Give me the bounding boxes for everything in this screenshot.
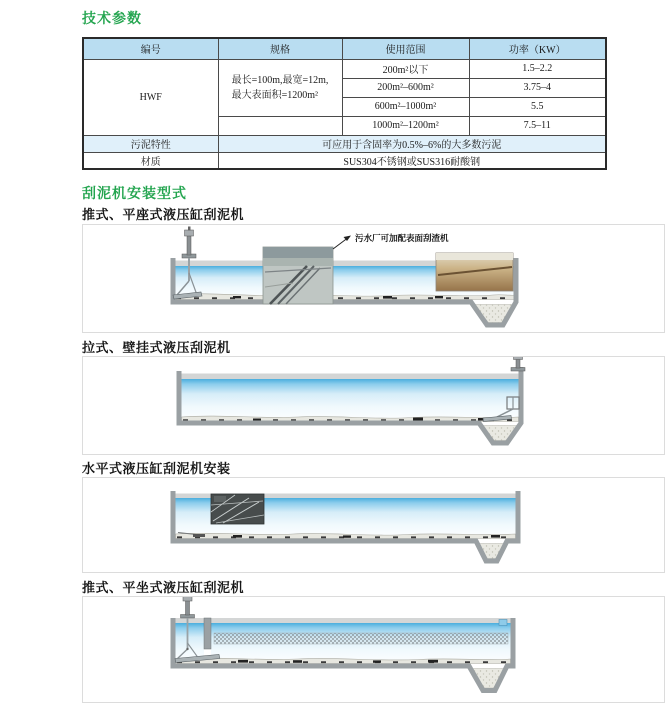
diagram-2-tank-cross-section bbox=[83, 357, 666, 454]
col-header-range: 使用范围 bbox=[342, 38, 469, 59]
material-row bbox=[83, 152, 606, 169]
model-cell: HWF bbox=[83, 59, 218, 135]
annotation-arrow bbox=[333, 236, 351, 250]
col-header-spec: 规格 bbox=[218, 38, 342, 59]
diagram-4-tank-cross-section bbox=[83, 597, 666, 702]
inlet-baffle-wall bbox=[204, 618, 211, 649]
sludge-row bbox=[83, 135, 606, 152]
spec-line-2: 最大表面积=1200m² bbox=[231, 89, 318, 101]
power-cell: 5.5 bbox=[469, 97, 606, 116]
material-label-cell: 材质 bbox=[83, 152, 218, 169]
photo-inset-scum-scraper bbox=[436, 253, 513, 291]
diagram-3-tank-cross-section bbox=[83, 478, 666, 572]
sludge-label-cell: 污泥特性 bbox=[83, 135, 218, 152]
col-header-number: 编号 bbox=[83, 38, 218, 59]
col-header-power: 功率（KW） bbox=[469, 38, 606, 59]
sludge-layer bbox=[176, 658, 511, 663]
sludge-layer bbox=[176, 533, 516, 538]
outlet-box bbox=[499, 620, 507, 626]
range-cell: 1000m²–1200m² bbox=[342, 116, 469, 135]
diagram-2-heading: 拉式、壁挂式液压刮泥机 bbox=[82, 340, 231, 355]
power-cell: 3.75–4 bbox=[469, 78, 606, 97]
range-cell: 600m²–1000m² bbox=[342, 97, 469, 116]
diagram-1-heading: 推式、平座式液压缸刮泥机 bbox=[82, 207, 245, 222]
range-cell: 200m²–600m² bbox=[342, 78, 469, 97]
diagram-4-box bbox=[82, 596, 665, 703]
diagram-3-heading: 水平式液压缸刮泥机安装 bbox=[82, 461, 231, 476]
tank-water bbox=[182, 374, 519, 422]
diagram-3-box bbox=[82, 477, 665, 573]
power-cell: 7.5–11 bbox=[469, 116, 606, 135]
annotation-text: 污水厂可加配表面刮渣机 bbox=[355, 233, 449, 243]
tech-params-table bbox=[82, 37, 607, 170]
section-title-tech-params: 技术参数 bbox=[82, 10, 142, 26]
tank-rim-band bbox=[176, 618, 511, 623]
table-row bbox=[83, 59, 606, 78]
photo-inset-rails bbox=[263, 247, 333, 304]
section-title-install-types: 刮泥机安装型式 bbox=[82, 185, 187, 201]
table-header-row bbox=[83, 38, 606, 59]
diagram-1-box bbox=[82, 224, 665, 333]
range-cell: 200m²以下 bbox=[342, 59, 469, 78]
tank-rim-band bbox=[182, 374, 519, 380]
spec-cell bbox=[218, 59, 342, 116]
photo-inset-grid bbox=[211, 494, 264, 524]
power-cell: 1.5–2.2 bbox=[469, 59, 606, 78]
spec-line-1: 最长=100m,最宽=12m, bbox=[231, 74, 329, 86]
diagram-4-heading: 推式、平坐式液压缸刮泥机 bbox=[82, 580, 245, 595]
material-value-cell: SUS304不锈钢或SUS316耐酸钢 bbox=[218, 152, 606, 169]
sludge-value-cell: 可应用于含固率为0.5%–6%的大多数污泥 bbox=[218, 135, 606, 152]
spec-empty-cell bbox=[218, 116, 342, 135]
diagram-1-tank-cross-section bbox=[83, 225, 666, 332]
settler-hatch-band bbox=[214, 633, 508, 644]
diagram-2-box bbox=[82, 356, 665, 455]
